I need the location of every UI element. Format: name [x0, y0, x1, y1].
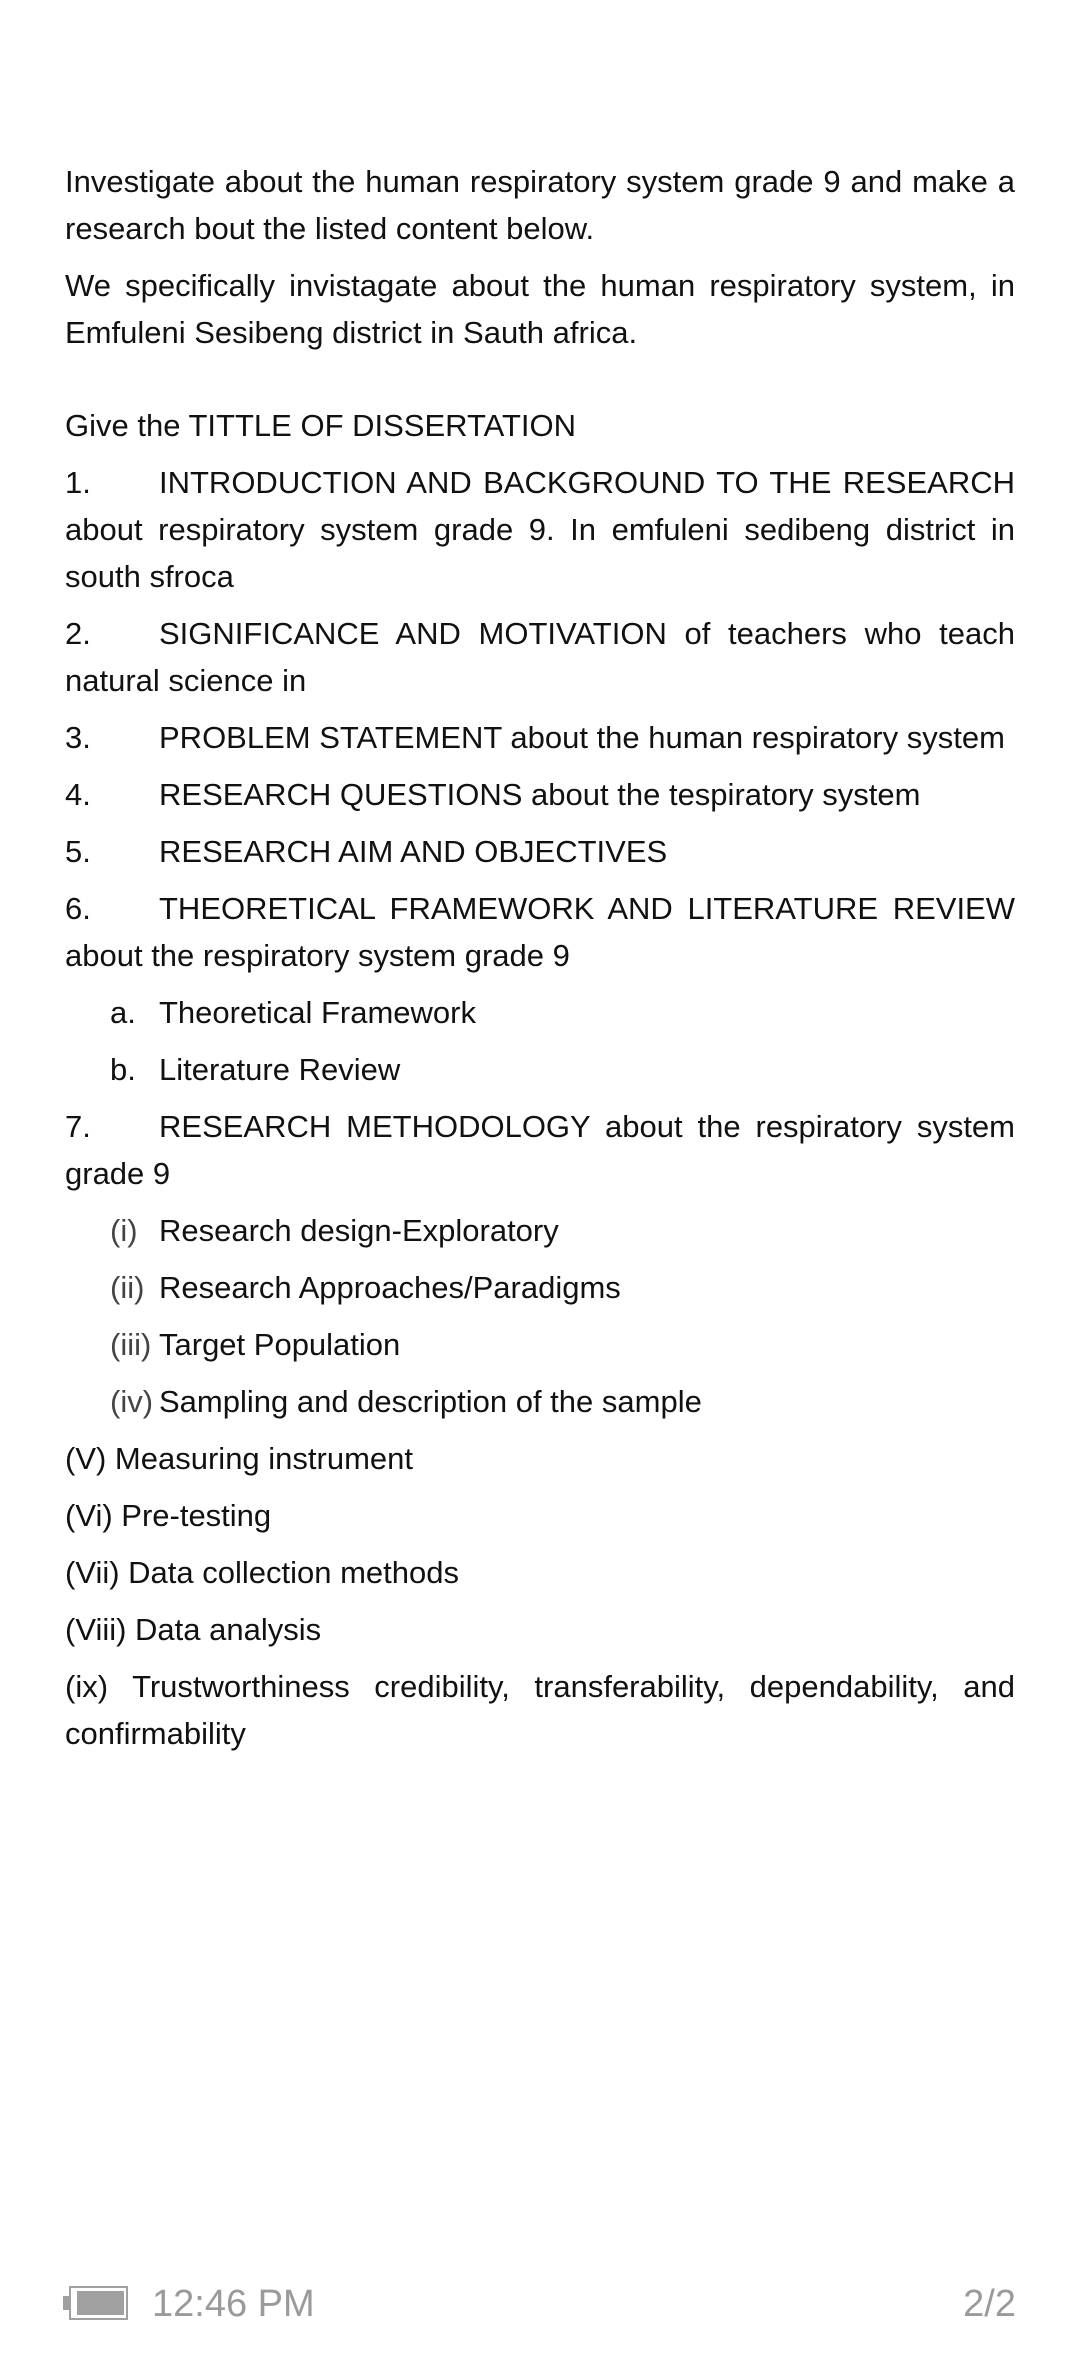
section-text: RESEARCH METHODOLOGY about the respiratory system grade 9	[65, 1109, 1015, 1191]
section-number: 2.	[65, 616, 91, 651]
section-number: 3.	[65, 720, 91, 755]
sub-item-marker: a.	[110, 995, 136, 1030]
battery-icon-graphic	[63, 2286, 129, 2320]
item-measuring-instrument: (V) Measuring instrument	[65, 1441, 414, 1476]
sub-item-target-population	[65, 1321, 1015, 1368]
sub-item-sampling	[65, 1378, 1015, 1425]
sub-item-text: Research design-Exploratory	[159, 1213, 559, 1248]
item-data-analysis: (Viii) Data analysis	[65, 1612, 322, 1647]
section-text: INTRODUCTION AND BACKGROUND TO THE RESEARCH about respiratory system grade 9. In emfuleni sedibeng district in south sfroca	[65, 465, 1015, 594]
sub-item-text: Theoretical Framework	[159, 995, 476, 1030]
section-text: RESEARCH QUESTIONS about the tespiratory system	[159, 777, 921, 812]
scope-paragraph: We specifically invistagate about the human respiratory system, in Emfuleni Sesibeng district in Sauth africa.	[65, 268, 1015, 350]
sub-item-literature-review	[65, 1046, 1015, 1093]
status-bar	[0, 2270, 1080, 2340]
battery-icon	[63, 2286, 129, 2320]
section-3	[65, 714, 1015, 761]
sub-item-text: Research Approaches/Paradigms	[159, 1270, 621, 1305]
intro-paragraph: Investigate about the human respiratory system grade 9 and make a research bout the listed content below.	[65, 164, 1015, 246]
item-trustworthiness: (ix) Trustworthiness credibility, transferability, dependability, and confirmability	[65, 1669, 1015, 1751]
sub-item-research-approaches	[65, 1264, 1015, 1311]
document-page	[65, 158, 1015, 1767]
sub-item-text: Target Population	[159, 1327, 401, 1362]
sub-item-marker: (i)	[110, 1213, 138, 1248]
sub-item-theoretical-framework	[65, 989, 1015, 1036]
sub-item-text: Sampling and description of the sample	[159, 1384, 702, 1419]
item-data-collection: (Vii) Data collection methods	[65, 1555, 459, 1590]
item-pre-testing: (Vi) Pre-testing	[65, 1498, 272, 1533]
section-text: THEORETICAL FRAMEWORK AND LITERATURE REVIEW about the respiratory system grade 9	[65, 891, 1015, 973]
sub-item-marker: b.	[110, 1052, 136, 1087]
page-indicator: 2/2	[963, 2283, 1016, 2325]
section-1	[65, 459, 1015, 600]
section-6	[65, 885, 1015, 979]
sub-item-research-design	[65, 1207, 1015, 1254]
section-7	[65, 1103, 1015, 1197]
paragraph-gap	[65, 366, 1015, 402]
section-2	[65, 610, 1015, 704]
section-text: RESEARCH AIM AND OBJECTIVES	[159, 834, 668, 869]
section-number: 1.	[65, 465, 91, 500]
section-text: PROBLEM STATEMENT about the human respiratory system	[159, 720, 1005, 755]
sub-item-marker: (iv)	[110, 1384, 154, 1419]
section-4	[65, 771, 1015, 818]
sub-item-marker: (iii)	[110, 1327, 152, 1362]
section-text: SIGNIFICANCE AND MOTIVATION of teachers who teach natural science in	[65, 616, 1015, 698]
section-number: 5.	[65, 834, 91, 869]
status-time: 12:46 PM	[152, 2283, 315, 2325]
section-5	[65, 828, 1015, 875]
section-number: 7.	[65, 1109, 91, 1144]
section-number: 6.	[65, 891, 91, 926]
sub-item-text: Literature Review	[159, 1052, 401, 1087]
section-number: 4.	[65, 777, 91, 812]
dissertation-title-line: Give the TITTLE OF DISSERTATION	[65, 408, 577, 443]
sub-item-marker: (ii)	[110, 1270, 145, 1305]
